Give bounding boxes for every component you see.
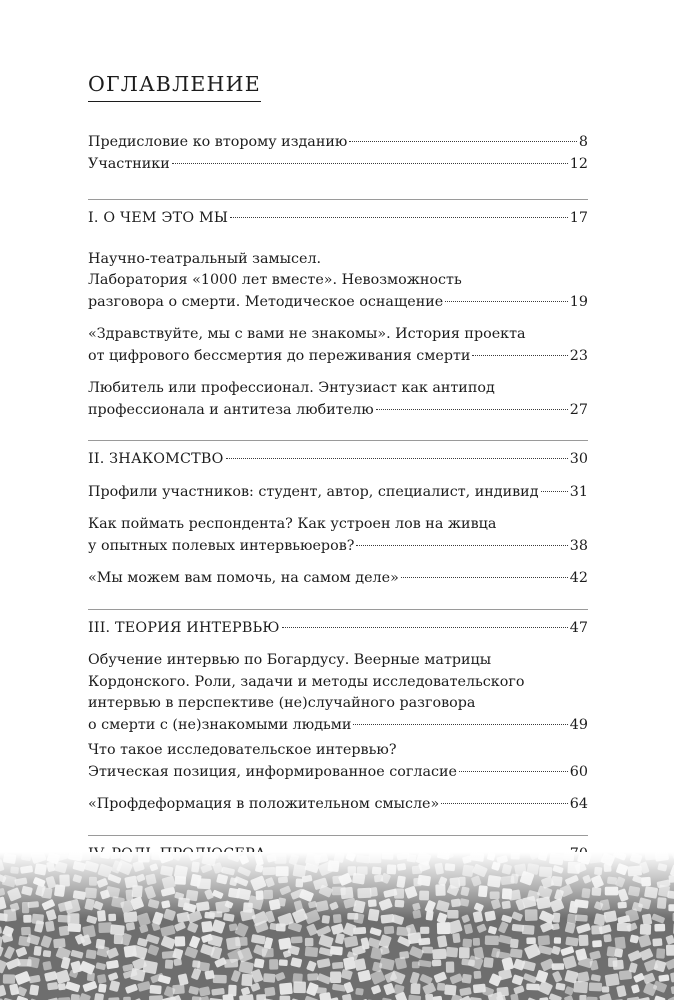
dot-leader [541, 490, 568, 492]
toc-entry[interactable] [88, 324, 588, 367]
toc-page-number: 19 [569, 293, 588, 310]
part-title: II. ЗНАКОМСТВО [88, 451, 224, 467]
toc-entry[interactable] [88, 650, 588, 736]
toc-entry-text: о смерти с (не)знакомыми людьми [88, 716, 352, 733]
dot-leader [226, 457, 568, 459]
toc-entry[interactable] [88, 514, 588, 557]
toc-entry-line: интервью в перспективе (не)случайного разговора [88, 695, 476, 711]
dot-leader [459, 770, 568, 772]
toc-part-1[interactable] [88, 208, 588, 230]
toc-entry-text: у опытных полевых интервьюеров? [88, 537, 355, 554]
toc-entry-line: Любитель или профессионал. Энтузиаст как антипод [88, 380, 495, 396]
toc-page-number: 64 [569, 796, 588, 812]
toc-entry-line: «Здравствуйте, мы с вами не знакомы». История проекта [88, 326, 526, 342]
toc-page-number: 30 [569, 451, 588, 467]
toc-entry[interactable] [88, 794, 588, 816]
toc-page-number: 38 [569, 537, 588, 554]
page-title: ОГЛАВЛЕНИЕ [88, 70, 261, 102]
toc-entry-preface[interactable] [88, 132, 588, 154]
toc-entry-line: Научно-театральный замысел. [88, 250, 322, 267]
toc-page-number: 47 [569, 619, 588, 636]
part-title: III. ТЕОРИЯ ИНТЕРВЬЮ [88, 619, 280, 636]
toc-page-number: 23 [569, 347, 588, 364]
toc-page-number: 60 [569, 763, 588, 780]
toc-entry-line: Что такое исследовательское интервью? [88, 742, 397, 758]
toc-entry-text: Предисловие ко второму изданию [88, 134, 348, 150]
toc-entry-text: от цифрового бессмертия до переживания смерти [88, 347, 471, 364]
toc-entry-text: «Профдеформация в положительном смысле» [88, 796, 440, 812]
cobblestone-texture [0, 852, 674, 1000]
dot-leader [472, 354, 567, 356]
toc-entry-line: Обучение интервью по Богардусу. Веерные матрицы [88, 652, 492, 668]
toc-page-number: 49 [569, 716, 588, 733]
toc-entry-text: профессионала и антитеза любителю [88, 401, 374, 418]
texture-fade [0, 852, 674, 1000]
toc-page-number: 12 [569, 155, 588, 172]
toc-part-3[interactable] [88, 618, 588, 640]
toc-entry[interactable] [88, 482, 588, 504]
toc-entry-line: Кордонского. Роли, задачи и методы исследовательского [88, 673, 525, 690]
toc-entry-text: Этическая позиция, информированное согласие [88, 763, 457, 780]
dot-leader [353, 723, 567, 725]
toc-page-number: 8 [578, 134, 588, 150]
toc-entry[interactable] [88, 378, 588, 421]
toc-entry[interactable] [88, 740, 588, 783]
toc-page-number: 31 [569, 483, 588, 500]
dot-leader [282, 626, 568, 628]
toc-entry-line: Лаборатория «1000 лет вместе». Невозможность [88, 272, 462, 288]
dot-leader [401, 576, 568, 578]
dot-leader [230, 216, 568, 218]
toc-entry-text: разговора о смерти. Методическое оснащение [88, 293, 444, 310]
toc-entry-text: Профили участников: студент, автор, специалист, индивид [88, 483, 539, 500]
toc-entry-line: Как поймать респондента? Как устроен лов на живца [88, 516, 497, 532]
part-title: I. О ЧЕМ ЭТО МЫ [88, 210, 229, 226]
toc-entry-text: «Мы можем вам помочь, на самом деле» [88, 570, 399, 586]
toc-entry[interactable] [88, 249, 588, 314]
dot-leader [349, 140, 577, 142]
toc-page-number: 27 [569, 401, 588, 418]
toc-entry-participants[interactable] [88, 154, 588, 176]
dot-leader [356, 544, 567, 546]
dot-leader [172, 162, 568, 164]
dot-leader [376, 408, 568, 410]
table-of-contents [88, 132, 588, 919]
toc-part-2[interactable] [88, 449, 588, 471]
toc-page-number: 42 [569, 570, 588, 586]
toc-page-number: 17 [569, 210, 588, 226]
dot-leader [441, 802, 568, 804]
toc-entry[interactable] [88, 568, 588, 590]
dot-leader [445, 300, 568, 302]
toc-entry-text: Участники [88, 155, 170, 172]
